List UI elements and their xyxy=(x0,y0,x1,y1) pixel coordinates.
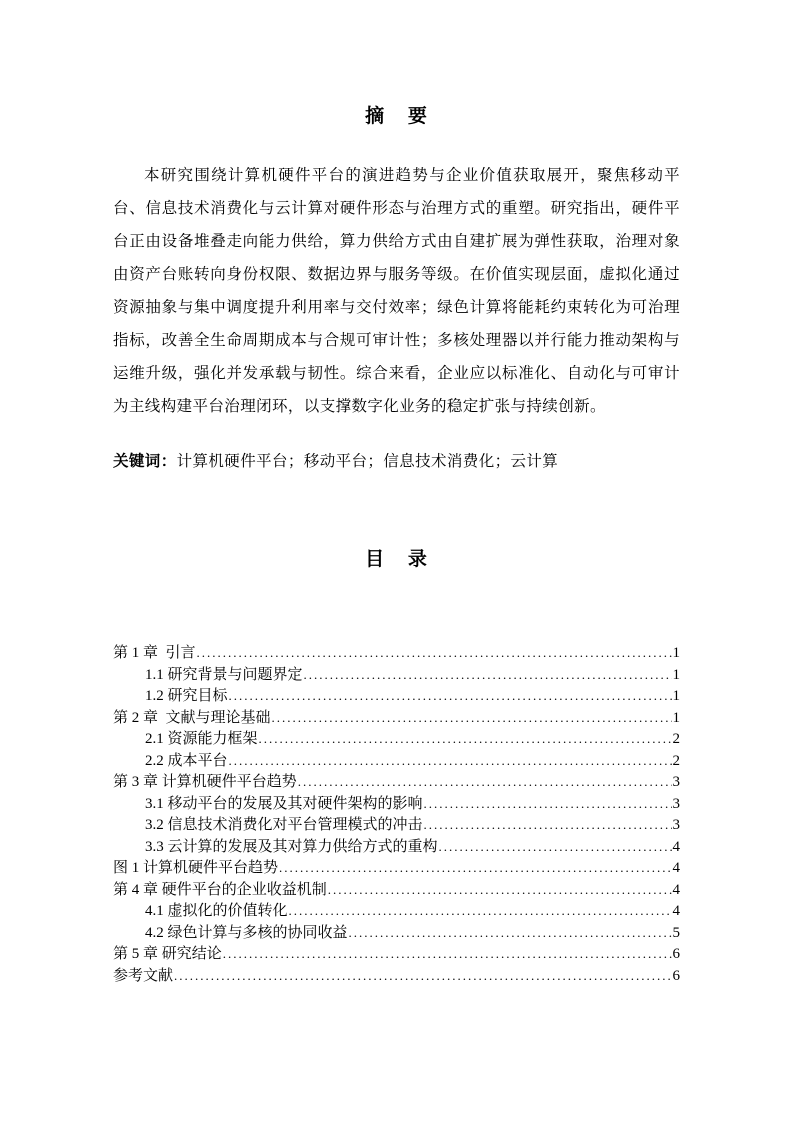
toc-entry-label: 参考文献 xyxy=(113,967,174,984)
toc-entry[interactable] xyxy=(113,771,680,793)
toc-list xyxy=(113,642,680,986)
toc-dot-leader xyxy=(229,685,672,708)
toc-dot-leader xyxy=(424,814,672,837)
toc-entry-label: 第 5 章 研究结论 xyxy=(113,946,222,962)
toc-entry-label: 第 3 章 计算机硬件平台趋势 xyxy=(113,774,297,790)
toc-page-number: 1 xyxy=(672,645,680,661)
toc-page-number: 5 xyxy=(672,924,680,941)
keywords-text: 计算机硬件平台；移动平台；信息技术消费化；云计算 xyxy=(176,453,559,470)
toc-page-number: 6 xyxy=(672,967,680,984)
toc-dot-leader xyxy=(174,965,671,988)
toc-entry-label: 3.2 信息技术消费化对平台管理模式的冲击 xyxy=(145,817,423,833)
toc-entry-label: 1.1 研究背景与问题界定 xyxy=(145,666,303,683)
toc-entry[interactable] xyxy=(113,685,680,707)
toc-dot-leader xyxy=(289,900,672,923)
toc-entry-label: 3.1 移动平台的发展及其对硬件架构的影响 xyxy=(145,795,423,812)
toc-page-number: 4 xyxy=(672,838,680,855)
toc-dot-leader xyxy=(279,857,671,880)
abstract-paragraph: 本研究围绕计算机硬件平台的演进趋势与企业价值获取展开，聚焦移动平台、信息技术消费化与云计算对硬件形态与治理方式的重塑。研究指出，硬件平台正由设备堆叠走向能力供给，算力供给方式由自建扩展为弹性获取，治理对象由资产台账转向身份权限、数据边界与服务等级。在价值实现层面，虚拟化通过资源抽象与集中调度提升利用率与交付效率；绿色计算将能耗约束转化为可治理指标，改善全生命周期成本与合规可审计性；多核处理器以并行能力推动架构与运维升级，强化并发承载与韧性。综合来看，企业应以标准化、自动化与可审计为主线构建平台治理闭环，以支撑数字化业务的稳定扩张与持续创新。 xyxy=(113,167,680,415)
toc-dot-leader xyxy=(259,728,672,751)
toc-dot-leader xyxy=(229,750,672,773)
toc-page-number: 4 xyxy=(672,881,680,898)
toc-dot-leader xyxy=(439,836,672,859)
toc-page-number: 3 xyxy=(672,795,680,812)
toc-entry-label: 2.2 成本平台 xyxy=(145,752,228,769)
toc-dot-leader xyxy=(272,707,672,730)
toc-entry[interactable] xyxy=(113,750,680,772)
toc-dot-leader xyxy=(328,879,672,902)
toc-page-number: 6 xyxy=(672,946,680,962)
keywords-line xyxy=(113,445,680,478)
toc-page-number: 2 xyxy=(672,731,680,747)
toc-entry[interactable] xyxy=(113,664,680,686)
toc-entry[interactable] xyxy=(113,814,680,836)
toc-title: 目 录 xyxy=(365,549,428,570)
toc-page-number: 2 xyxy=(672,752,680,769)
toc-page-number: 4 xyxy=(672,903,680,919)
toc-dot-leader xyxy=(298,771,672,794)
toc-entry[interactable] xyxy=(113,922,680,944)
toc-entry[interactable] xyxy=(113,836,680,858)
toc-entry[interactable] xyxy=(113,857,680,879)
toc-dot-leader xyxy=(223,943,672,966)
toc-entry[interactable] xyxy=(113,900,680,922)
toc-entry[interactable] xyxy=(113,943,680,965)
toc-entry[interactable] xyxy=(113,642,680,664)
toc-page-number: 4 xyxy=(672,860,680,876)
toc-entry-label: 4.1 虚拟化的价值转化 xyxy=(145,903,288,919)
toc-entry[interactable] xyxy=(113,707,680,729)
toc-entry[interactable] xyxy=(113,879,680,901)
toc-page-number: 1 xyxy=(672,709,680,726)
keywords-label: 关键词： xyxy=(113,453,177,470)
toc-entry-label: 2.1 资源能力框架 xyxy=(145,731,258,747)
toc-page-number: 1 xyxy=(672,688,680,704)
abstract-title: 摘 要 xyxy=(365,106,428,127)
toc-dot-leader xyxy=(197,642,672,665)
toc-entry[interactable] xyxy=(113,965,680,987)
toc-dot-leader xyxy=(304,664,672,687)
toc-entry-label: 图 1 计算机硬件平台趋势 xyxy=(113,860,279,876)
toc-page-number: 1 xyxy=(672,666,680,683)
toc-entry[interactable] xyxy=(113,728,680,750)
toc-page-number: 3 xyxy=(672,817,680,833)
toc-page-number: 3 xyxy=(672,774,680,790)
toc-dot-leader xyxy=(424,793,672,816)
toc-entry[interactable] xyxy=(113,793,680,815)
toc-entry-label: 第 4 章 硬件平台的企业收益机制 xyxy=(113,881,327,898)
toc-entry-label: 3.3 云计算的发展及其对算力供给方式的重构 xyxy=(145,838,438,855)
toc-entry-label: 第 2 章 文献与理论基础 xyxy=(113,709,271,726)
toc-entry-label: 1.2 研究目标 xyxy=(145,688,228,704)
toc-entry-label: 第 1 章 引言 xyxy=(113,645,196,661)
toc-dot-leader xyxy=(349,922,672,945)
toc-entry-label: 4.2 绿色计算与多核的协同收益 xyxy=(145,924,348,941)
